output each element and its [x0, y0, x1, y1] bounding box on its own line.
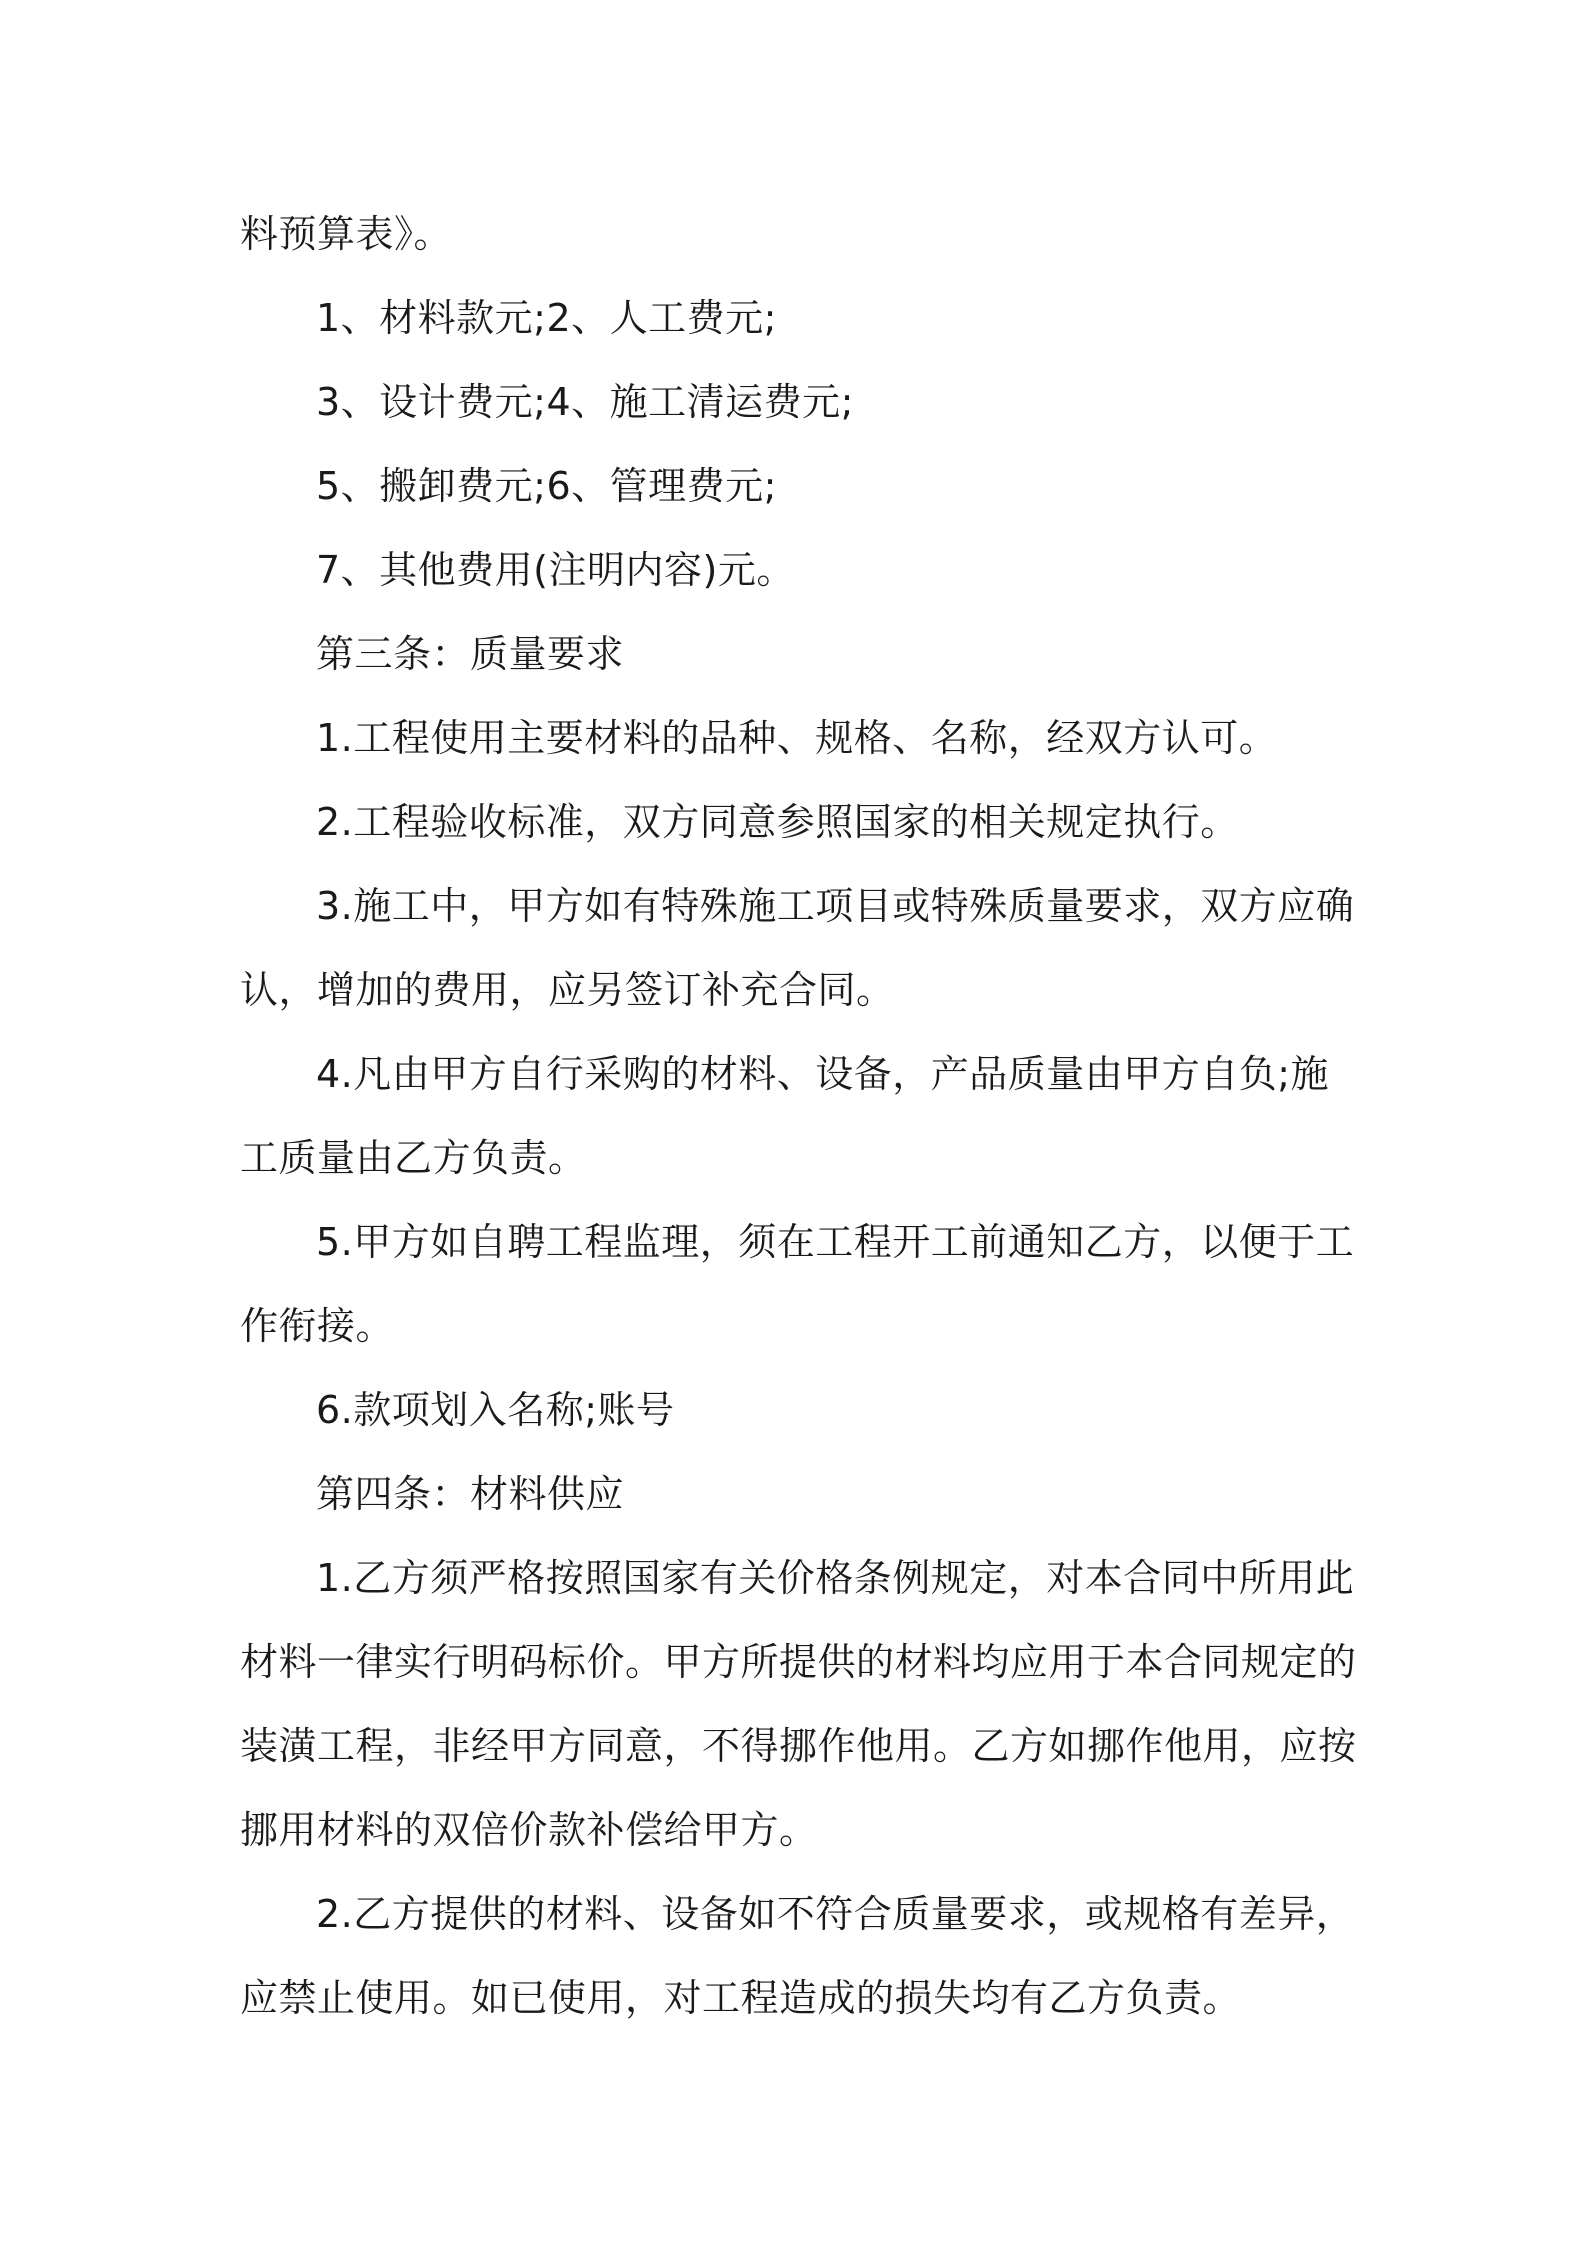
paragraph-quality-2: 2.工程验收标准，双方同意参照国家的相关规定执行。: [316, 800, 1239, 844]
paragraph-quality-4: 4.凡由甲方自行采购的材料、设备，产品质量由甲方自负;施工质量由乙方负责。: [240, 1052, 1330, 1180]
section-heading-article-3: 第三条：质量要求: [316, 632, 625, 676]
paragraph-fee-3-4: 3、设计费元;4、施工清运费元;: [316, 380, 854, 424]
paragraph-fee-5-6: 5、搬卸费元;6、管理费元;: [316, 464, 777, 508]
paragraph-budget-table-end: 料预算表》。: [240, 212, 453, 256]
paragraph-supply-2: 2.乙方提供的材料、设备如不符合质量要求，或规格有差异，应禁止使用。如已使用，对工程造成的损失均有乙方负责。: [240, 1892, 1355, 2020]
paragraph-quality-6: 6.款项划入名称;账号: [316, 1388, 675, 1432]
paragraph-quality-3: 3.施工中，甲方如有特殊施工项目或特殊质量要求，双方应确认，增加的费用，应另签订补充合同。: [240, 884, 1355, 1012]
paragraph-quality-5: 5.甲方如自聘工程监理，须在工程开工前通知乙方，以便于工作衔接。: [240, 1220, 1355, 1348]
paragraph-supply-1: 1.乙方须严格按照国家有关价格条例规定，对本合同中所用此材料一律实行明码标价。甲方所提供的材料均应用于本合同规定的装潢工程，非经甲方同意，不得挪作他用。乙方如挪作他用，应按挪用材料的双倍价款补偿给甲方。: [240, 1556, 1357, 1852]
paragraph-fee-1-2: 1、材料款元;2、人工费元;: [316, 296, 777, 340]
section-heading-article-4: 第四条：材料供应: [316, 1472, 625, 1516]
document-body: [240, 192, 1360, 2040]
paragraph-quality-1: 1.工程使用主要材料的品种、规格、名称，经双方认可。: [316, 716, 1278, 760]
paragraph-fee-7: 7、其他费用(注明内容)元。: [316, 548, 795, 592]
